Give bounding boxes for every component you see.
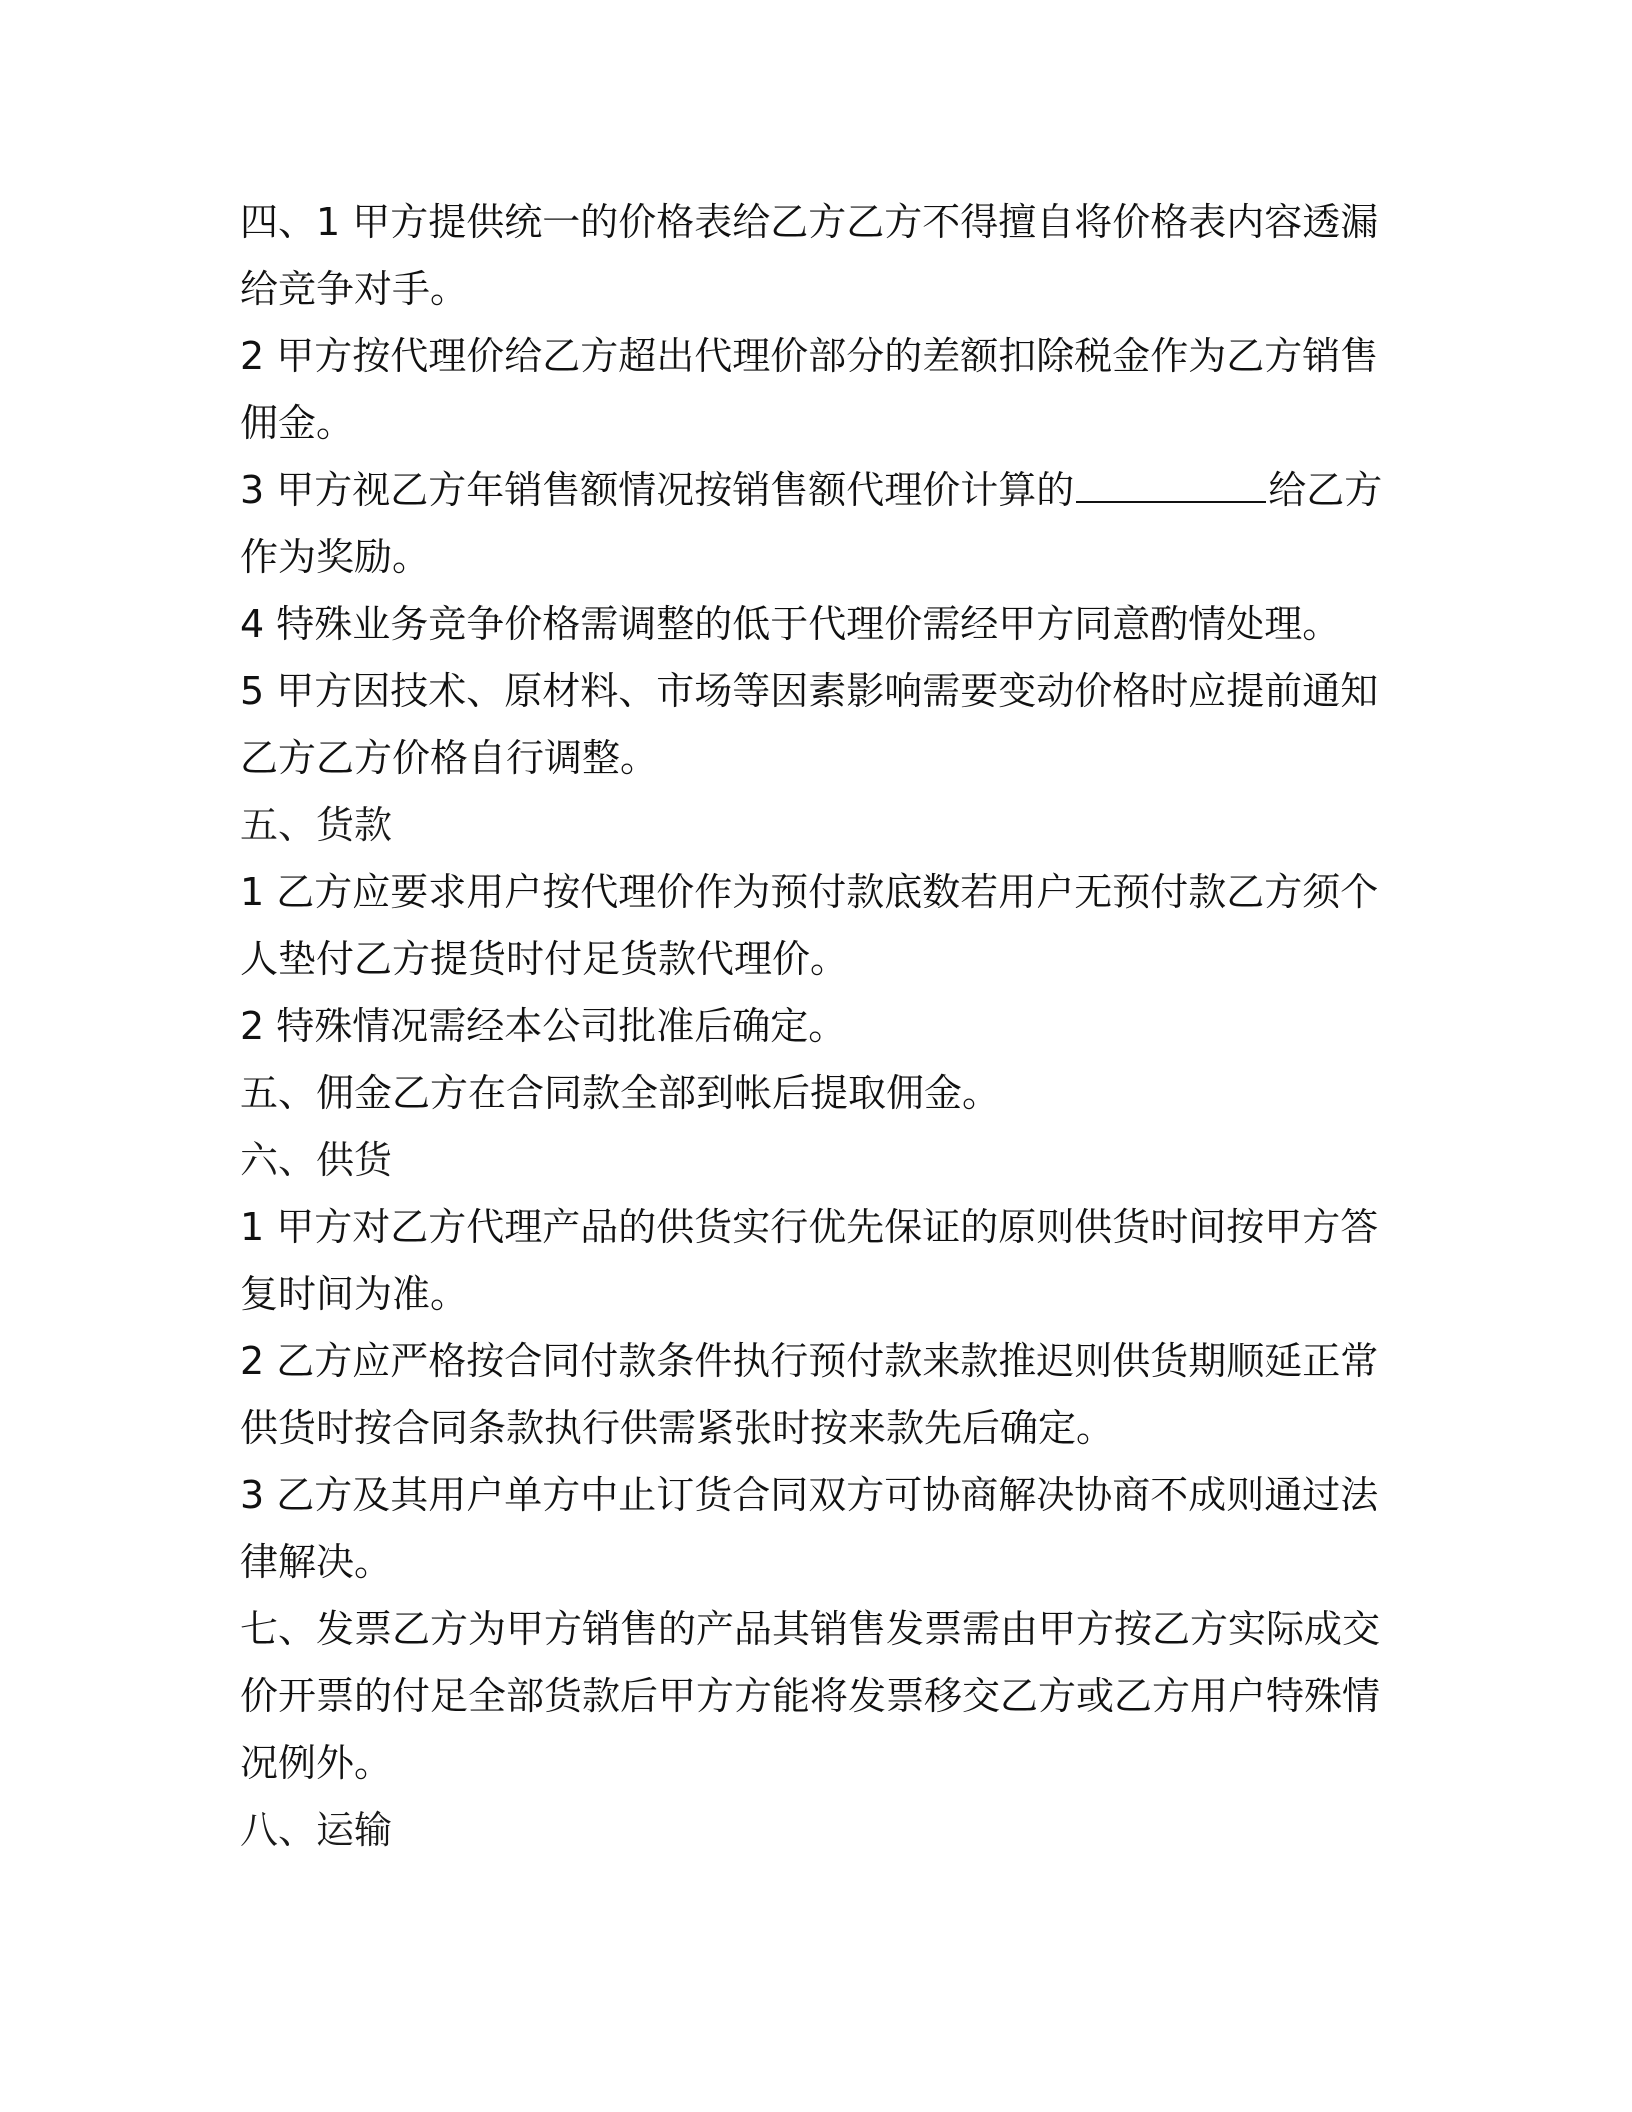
clause-7-invoice: 七、发票乙方为甲方销售的产品其销售发票需由甲方按乙方实际成交价开票的付足全部货款后甲方方能将发票移交乙方或乙方用户特殊情况例外。 — [240, 1607, 1381, 1785]
clause-5-1: 1 乙方应要求用户按代理价作为预付款底数若用户无预付款乙方须个人垫付乙方提货时付足货款代理价。 — [240, 870, 1379, 981]
clause-commission: 五、佣金乙方在合同款全部到帐后提取佣金。 — [240, 1071, 1001, 1115]
clause-6-1: 1 甲方对乙方代理产品的供货实行优先保证的原则供货时间按甲方答复时间为准。 — [240, 1205, 1379, 1316]
clause-6-2: 2 乙方应严格按合同付款条件执行预付款来款推迟则供货期顺延正常供货时按合同条款执行供需紧张时按来款先后确定。 — [240, 1339, 1379, 1450]
section-heading-transport: 八、运输 — [240, 1808, 393, 1852]
clause-4-5: 5 甲方因技术、原材料、市场等因素影响需要变动价格时应提前通知乙方乙方价格自行调整。 — [240, 669, 1379, 780]
clause-4-3 — [240, 457, 1410, 591]
clause-6-3: 3 乙方及其用户单方中止订货合同双方可协商解决协商不成则通过法律解决。 — [240, 1473, 1379, 1584]
section-heading-payment: 五、货款 — [240, 803, 393, 847]
clause-4-3-text-before: 3 甲方视乙方年销售额情况按销售额代理价计算的 — [240, 468, 1075, 512]
clause-4-2: 2 甲方按代理价给乙方超出代理价部分的差额扣除税金作为乙方销售佣金。 — [240, 334, 1379, 445]
clause-4-4: 4 特殊业务竞争价格需调整的低于代理价需经甲方同意酌情处理。 — [240, 602, 1341, 646]
section-heading-supply: 六、供货 — [240, 1138, 393, 1182]
fill-in-blank — [1076, 467, 1266, 503]
clause-5-2: 2 特殊情况需经本公司批准后确定。 — [240, 1004, 847, 1048]
clause-4-1: 四、1 甲方提供统一的价格表给乙方乙方不得擅自将价格表内容透漏给竞争对手。 — [240, 200, 1379, 311]
clause-4-3-text-after: 给乙方作为奖励。 — [240, 468, 1383, 579]
document-body — [240, 189, 1410, 1864]
